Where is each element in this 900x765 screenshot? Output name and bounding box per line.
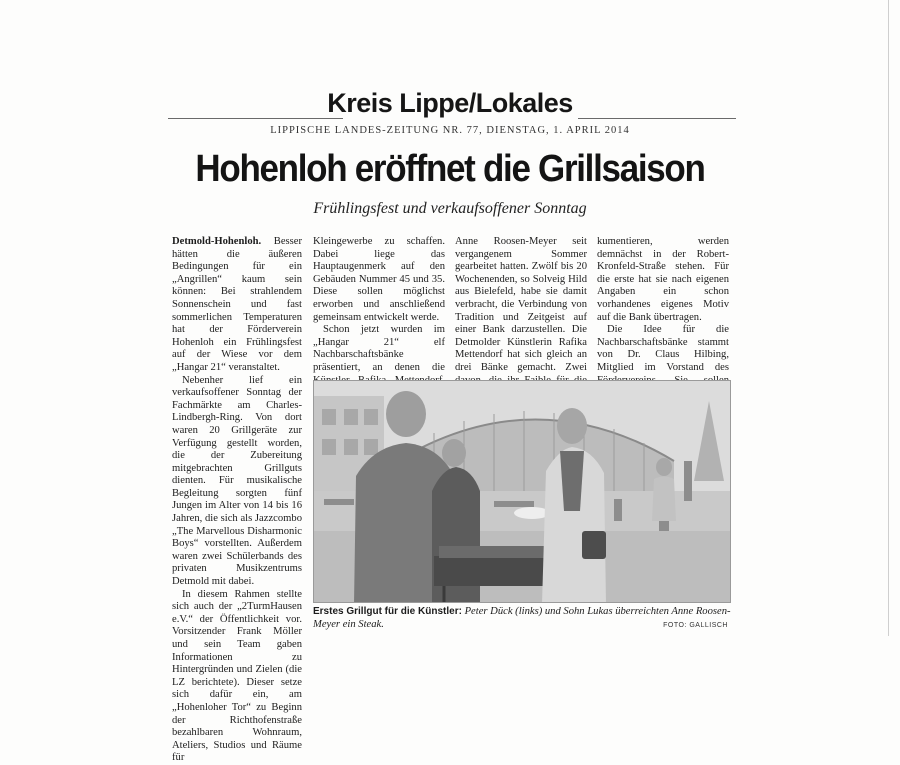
photo-credit: FOTO: GALLISCH: [663, 622, 728, 629]
subheadline: Frühlingsfest und verkaufsoffener Sonntag: [313, 200, 587, 217]
article-column-1: [172, 236, 302, 765]
headline: Hohenloh eröffnet die Grillsaison: [195, 148, 705, 190]
paragraph: Anne Roosen-Meyer seit vergangenem Sommer gearbeitet hatten. Zwölf bis 20 Wochenenden, so Solveig Hild aus Bielefeld, habe sie damit verbracht, die Verbindung von Tradition und Zeitgeist auf einer Bank darzustellen. Die Detmolder Künstlerin Rafika Mettendorf hat sich gleich an drei Bänke gemacht. Zwei: [455, 236, 587, 373]
photo-illustration: [314, 381, 731, 603]
paragraph: Nebenher lief ein verkaufsoffener Sonntag der Fachmärkte am Charles-Lindbergh-Ring. Von dort waren 20 Grillgeräte zur Verfügung gestellt worden, die der Zubereitung mitgebrachten Grillguts dienten. Für musikalische Begleitung sorgten fünf Jungen im Alter von 14 bis 16 Jahren, die sich als Jazzcombo „The Marvellous Disharmonic Boys“ vorstellten. Außerdem waren zwei Schülerbands des privaten Musikzentrums Detmold mit dabei.: [172, 374, 302, 588]
header-rule-right: [578, 118, 736, 119]
paragraph: In diesem Rahmen stellte sich auch der „2TurmHausen e.V.“ der Öffentlichkeit vor. Vorsitzender Frank Möller und sein Team gaben Informationen zu Hintergründen und Zielen (die LZ berichtete). Dieser setze sich dafür ein, am „Hohenloher Tor“ zu Beginn der Richthofenstraße bezahlbaren Wohnraum, Ateliers, Studios und Räume für: [172, 588, 302, 764]
paragraph-text: Die Idee für die Nachbarschaftsbänke stammt von Dr. Claus Hilbing, Mitglied im Vorstand des: [597, 324, 729, 373]
section-title: Kreis Lippe/Lokales: [327, 88, 573, 118]
article-photo: [313, 380, 731, 603]
page-edge: [888, 0, 889, 636]
paragraph: [172, 236, 302, 375]
caption-lead: Erstes Grillgut für die Künstler:: [313, 606, 462, 617]
paragraph: Kleingewerbe zu schaffen. Dabei liege das Hauptaugenmerk auf den Gebäuden Nummer 45 und 35. Diese sollen möglichst erworben und anschließend gemeinsam entwickelt werde.: [313, 236, 445, 323]
article-column-3: [455, 236, 587, 400]
dateline: LIPPISCHE LANDES-ZEITUNG NR. 77, DIENSTAG, 1. APRIL 2014: [270, 125, 630, 136]
paragraph-text: Besser hätten die äußeren Bedingungen für ein „Angrillen“ kaum sein können: Bei strahlendem Sonnenschein und fast sommerlichen Temperaturen hat der Förderverein Hohenloh ein Frühlingsfest auf der Wiese vor dem „Hangar 21“ veranstaltet.: [172, 236, 302, 373]
dateline-lead: Detmold-Hohenloh.: [172, 236, 262, 247]
paragraph: Schon jetzt wurden im „Hangar 21“ elf Nachbarschaftsbänke präsentiert, an denen die: [313, 324, 445, 373]
paragraph: kumentieren, werden demnächst in der Robert-Kronfeld-Straße stehen. Für die erste hat sie nach eigenen Angaben ein schon vorhandenes eigenes Motiv auf die Bank übertragen.: [597, 236, 729, 323]
caption-text: Peter Dück (links) und Sohn Lukas überreichten Anne Roosen-Meyer ein Steak.: [313, 606, 731, 630]
